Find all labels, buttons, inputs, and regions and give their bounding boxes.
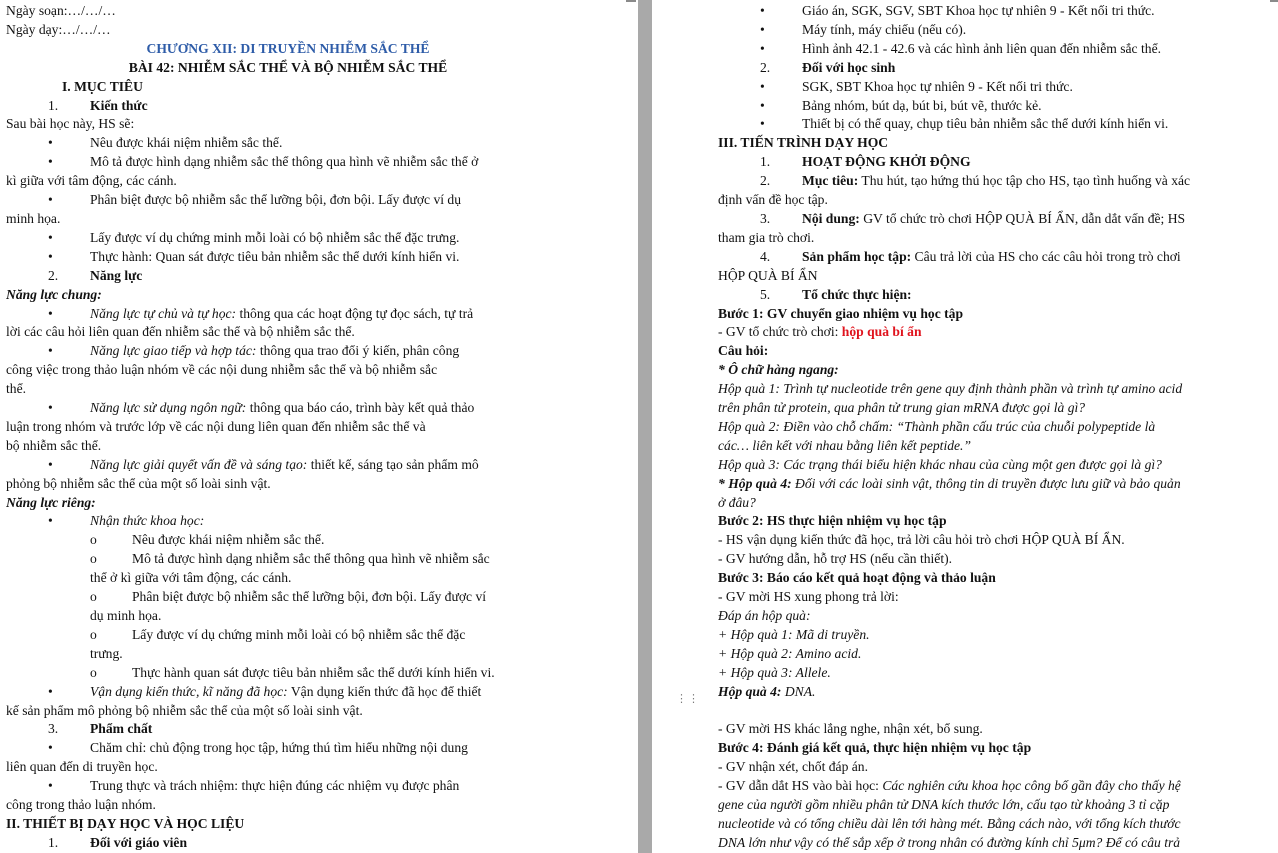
text-line xyxy=(6,720,570,739)
text-line xyxy=(718,494,1272,513)
line-text: Máy tính, máy chiếu (nếu có). xyxy=(802,21,967,37)
line-text: + Hộp quà 1: Mã di truyền. xyxy=(718,626,870,642)
text-line xyxy=(718,607,1272,626)
text-line xyxy=(718,626,1272,645)
text-line xyxy=(6,796,570,815)
text-line xyxy=(718,683,1272,702)
list-marker: 2. xyxy=(48,267,59,283)
page-corner-marker xyxy=(626,0,636,6)
list-marker: • xyxy=(760,21,765,37)
list-marker: • xyxy=(760,78,765,94)
text-line xyxy=(6,2,570,21)
line-text: kế sản phẩm mô phỏng bộ nhiễm sắc thể của một số loài sinh vật. xyxy=(6,702,363,718)
line-text: II. THIẾT BỊ DẠY HỌC VÀ HỌC LIỆU xyxy=(6,815,245,831)
line-text: Thực hành quan sát được tiêu bản nhiễm sắc thể dưới kính hiển vi. xyxy=(132,664,495,680)
line-text: Bước 2: HS thực hiện nhiệm vụ học tập xyxy=(718,513,947,529)
text-line xyxy=(6,739,570,758)
line-text: DNA lớn như vậy có thể sắp xếp ở trong nhân có đường kính chỉ 5μm? Để có câu trả xyxy=(718,834,1181,850)
line-text: minh họa. xyxy=(6,210,61,226)
line-text: thể. xyxy=(6,381,27,397)
list-marker: • xyxy=(48,305,53,321)
text-line xyxy=(6,380,570,399)
text-line xyxy=(718,796,1272,815)
text-line xyxy=(718,97,1272,116)
line-text: SGK, SBT Khoa học tự nhiên 9 - Kết nối tri thức. xyxy=(802,78,1073,94)
list-marker: 3. xyxy=(48,721,59,737)
text-line xyxy=(718,286,1272,305)
list-marker: 2. xyxy=(760,59,771,75)
line-text: bộ nhiễm sắc thể. xyxy=(6,437,102,453)
text-line xyxy=(718,153,1272,172)
text-line xyxy=(6,399,570,418)
line-text: Nhận thức khoa học: xyxy=(90,513,205,529)
text-line xyxy=(6,323,570,342)
line-text: Sau bài học này, HS sẽ: xyxy=(6,116,135,132)
text-line xyxy=(6,361,570,380)
text-line xyxy=(6,815,570,834)
text-line xyxy=(6,305,570,324)
line-text: kì giữa với tâm động, các cánh. xyxy=(6,173,177,189)
list-marker: o xyxy=(90,626,97,642)
text-line xyxy=(718,323,1272,342)
text-line xyxy=(6,645,570,664)
text-line xyxy=(718,437,1272,456)
text-line xyxy=(6,777,570,796)
text-line xyxy=(718,21,1272,40)
line-text: gene của người gồm nhiều phân tử DNA kích thước lớn, cấu tạo từ khoảng 3 tỉ cặp xyxy=(718,797,1170,813)
line-text: Nêu được khái niệm nhiễm sắc thể. xyxy=(90,135,283,151)
text-line xyxy=(6,475,570,494)
text-line xyxy=(6,758,570,777)
line-text: Lấy được ví dụ chứng minh mỗi loài có bộ nhiễm sắc thể đặc xyxy=(132,626,466,642)
text-line xyxy=(718,40,1272,59)
text-line xyxy=(6,172,570,191)
text-line xyxy=(718,342,1272,361)
line-text: Mô tả được hình dạng nhiễm sắc thể thông qua hình vẽ nhiễm sắc thể ở xyxy=(90,154,479,170)
line-text: + Hộp quà 3: Allele. xyxy=(718,664,831,680)
list-marker: • xyxy=(48,778,53,794)
line-text: phỏng bộ nhiễm sắc thể của một số loài sinh vật. xyxy=(6,475,271,491)
line-text: Hình ảnh 42.1 - 42.6 và các hình ảnh liên quan đến nhiễm sắc thể. xyxy=(802,40,1161,56)
list-marker: o xyxy=(90,551,97,567)
text-line xyxy=(718,418,1272,437)
text-line xyxy=(6,248,570,267)
text-line xyxy=(718,720,1272,739)
text-line xyxy=(6,550,570,569)
text-line xyxy=(718,531,1272,550)
line-text: - GV tổ chức trò chơi: hộp quà bí ẩn xyxy=(718,324,922,340)
line-text: Hộp quà 2: Điền vào chỗ chấm: “Thành phần cấu trúc của chuỗi polypeptide là xyxy=(718,418,1156,434)
text-line xyxy=(718,361,1272,380)
line-text: - GV hướng dẫn, hỗ trợ HS (nếu cần thiết). xyxy=(718,551,953,567)
document-page-left xyxy=(0,0,638,853)
list-marker: • xyxy=(48,192,53,208)
text-line xyxy=(718,475,1272,494)
line-text: HOẠT ĐỘNG KHỞI ĐỘNG xyxy=(802,154,971,170)
line-text: - GV mời HS xung phong trả lời: xyxy=(718,589,899,605)
line-text: * Hộp quà 4: Đối với các loài sinh vật, thông tin di truyền được lưu giữ và bảo quản xyxy=(718,475,1181,491)
list-marker: • xyxy=(760,116,765,132)
list-marker: 3. xyxy=(760,210,771,226)
list-marker: 5. xyxy=(760,286,771,302)
text-line xyxy=(718,664,1272,683)
line-text: Nội dung: GV tổ chức trò chơi HỘP QUÀ BÍ ẨN, dẫn dắt vấn đề; HS xyxy=(802,210,1186,226)
text-line xyxy=(718,267,1272,286)
line-text: Kiến thức xyxy=(90,97,148,113)
list-marker: • xyxy=(760,3,765,18)
text-line xyxy=(718,550,1272,569)
line-text: - GV mời HS khác lắng nghe, nhận xét, bổ sung. xyxy=(718,721,983,737)
line-text: Phân biệt được bộ nhiễm sắc thể lưỡng bội, đơn bội. Lấy được ví dụ xyxy=(90,192,462,208)
text-line xyxy=(718,815,1272,834)
list-marker: • xyxy=(48,400,53,416)
line-text: Tổ chức thực hiện: xyxy=(802,286,912,302)
text-line xyxy=(718,739,1272,758)
line-text: Giáo án, SGK, SGV, SBT Khoa học tự nhiên 9 - Kết nối tri thức. xyxy=(802,3,1155,18)
line-text: Phân biệt được bộ nhiễm sắc thể lưỡng bội, đơn bội. Lấy được ví xyxy=(132,589,487,605)
line-text: CHƯƠNG XII: DI TRUYỀN NHIỄM SẮC THỂ xyxy=(146,40,430,56)
line-text: ở đâu? xyxy=(718,494,756,510)
line-text: Hộp quà 4: DNA. xyxy=(718,683,816,699)
text-line xyxy=(6,134,570,153)
text-line xyxy=(6,531,570,550)
list-marker: • xyxy=(48,343,53,359)
line-text: Lấy được ví dụ chứng minh mỗi loài có bộ nhiễm sắc thể đặc trưng. xyxy=(90,229,460,245)
text-line xyxy=(718,2,1272,21)
line-text: dụ minh họa. xyxy=(90,608,162,623)
text-line xyxy=(718,248,1272,267)
list-marker: 4. xyxy=(760,248,771,264)
text-line xyxy=(718,210,1272,229)
list-marker: 1. xyxy=(48,97,59,113)
drag-handle-icon[interactable]: ⋮⋮ xyxy=(676,692,700,705)
text-line xyxy=(6,21,570,40)
line-text: định vấn đề học tập. xyxy=(718,192,828,208)
line-text: Năng lực riêng: xyxy=(6,494,96,510)
line-text: công việc trong thảo luận nhóm về các nội dung nhiễm sắc thể và bộ nhiễm sắc xyxy=(6,362,438,378)
list-marker: • xyxy=(48,248,53,264)
page-content-left xyxy=(6,2,570,853)
line-text: Đối với học sinh xyxy=(802,59,896,75)
line-text: Bước 4: Đánh giá kết quả, thực hiện nhiệm vụ học tập xyxy=(718,740,1032,756)
document-page-right xyxy=(652,0,1278,853)
line-text: Hộp quà 3: Các trạng thái biểu hiện khác nhau của cùng một gen được gọi là gì? xyxy=(718,456,1162,472)
text-line xyxy=(6,153,570,172)
line-text: Năng lực giải quyết vấn đề và sáng tạo: thiết kế, sáng tạo sản phẩm mô xyxy=(90,456,479,472)
line-text: - HS vận dụng kiến thức đã học, trả lời câu hỏi trò chơi HỘP QUÀ BÍ ẨN. xyxy=(718,532,1125,548)
line-text: Câu hỏi: xyxy=(718,343,769,359)
text-line xyxy=(718,134,1272,153)
text-line xyxy=(6,40,570,59)
line-text: BÀI 42: NHIỄM SẮC THỂ VÀ BỘ NHIỄM SẮC THỂ xyxy=(128,59,448,75)
text-line xyxy=(6,569,570,588)
text-line xyxy=(718,512,1272,531)
text-line xyxy=(6,78,570,97)
line-text: Bảng nhóm, bút dạ, bút bi, bút vẽ, thước kẻ. xyxy=(802,97,1042,113)
list-marker: o xyxy=(90,589,97,605)
line-text: Chăm chỉ: chủ động trong học tập, hứng thú tìm hiểu những nội dung xyxy=(90,740,468,756)
list-marker: 1. xyxy=(760,154,771,170)
line-text: Bước 1: GV chuyển giao nhiệm vụ học tập xyxy=(718,305,964,321)
text-line xyxy=(6,626,570,645)
text-line xyxy=(718,777,1272,796)
text-line xyxy=(6,267,570,286)
text-line xyxy=(718,229,1272,248)
line-text: Bước 3: Báo cáo kết quả hoạt động và thảo luận xyxy=(718,570,996,586)
list-marker: 2. xyxy=(760,173,771,189)
line-text: trưng. xyxy=(90,645,123,661)
line-text: lời các câu hỏi liên quan đến nhiễm sắc thể và bộ nhiễm sắc thể. xyxy=(6,324,355,340)
text-line xyxy=(6,512,570,531)
line-text: Phẩm chất xyxy=(90,721,153,737)
line-text: Mục tiêu: Thu hút, tạo hứng thú học tập cho HS, tạo tình huống và xác xyxy=(802,173,1191,189)
text-line xyxy=(718,59,1272,78)
text-line xyxy=(6,702,570,721)
text-line xyxy=(718,645,1272,664)
line-text: Vận dụng kiến thức, kĩ năng đã học: Vận dụng kiến thức đã học để thiết xyxy=(90,683,482,699)
line-text: Thực hành: Quan sát được tiêu bản nhiễm sắc thể dưới kính hiển vi. xyxy=(90,248,460,264)
text-line xyxy=(718,380,1272,399)
line-text: * Ô chữ hàng ngang: xyxy=(718,362,839,378)
line-text: + Hộp quà 2: Amino acid. xyxy=(718,645,862,661)
text-line xyxy=(6,834,570,853)
page-content-right xyxy=(718,2,1272,853)
list-marker: • xyxy=(760,40,765,56)
text-line xyxy=(6,115,570,134)
text-line xyxy=(6,437,570,456)
line-text: - GV dẫn dắt HS vào bài học: Các nghiên cứu khoa học công bố gần đây cho thấy hệ xyxy=(718,778,1181,794)
text-line xyxy=(718,588,1272,607)
line-text: Hộp quà 1: Trình tự nucleotide trên gene quy định thành phần và trình tự amino acid xyxy=(718,381,1183,397)
text-line xyxy=(6,342,570,361)
line-text: luận trong nhóm và trước lớp về các nội dung liên quan đến nhiễm sắc thể và xyxy=(6,418,426,434)
line-text: trên phân tử protein, qua phân tử trung gian mRNA được gọi là gì? xyxy=(718,400,1086,416)
line-text: Năng lực giao tiếp và hợp tác: thông qua trao đổi ý kiến, phân công xyxy=(90,343,460,359)
text-line xyxy=(718,115,1272,134)
text-line xyxy=(6,683,570,702)
text-line xyxy=(6,607,570,626)
text-line xyxy=(718,569,1272,588)
text-line xyxy=(6,494,570,513)
text-line xyxy=(6,210,570,229)
list-marker: o xyxy=(90,664,97,680)
text-line xyxy=(6,418,570,437)
line-text: Nêu được khái niệm nhiễm sắc thể. xyxy=(132,532,325,548)
line-text: thể ở kì giữa với tâm động, các cánh. xyxy=(90,570,292,586)
line-text: Đáp án hộp quà: xyxy=(718,608,811,623)
text-line xyxy=(718,191,1272,210)
page-corner-marker xyxy=(1270,0,1278,6)
list-marker: • xyxy=(48,456,53,472)
text-line xyxy=(718,834,1272,853)
line-text: nucleotide và có tổng chiều dài lên tới hàng mét. Bằng cách nào, với tổng kích thước xyxy=(718,815,1181,831)
text-line xyxy=(718,702,1272,721)
list-marker: • xyxy=(48,229,53,245)
line-text: - GV nhận xét, chốt đáp án. xyxy=(718,759,868,775)
text-line xyxy=(6,229,570,248)
text-line xyxy=(718,758,1272,777)
text-line xyxy=(6,97,570,116)
text-line xyxy=(6,664,570,683)
list-marker: • xyxy=(48,683,53,699)
text-line xyxy=(718,305,1272,324)
line-text: tham gia trò chơi. xyxy=(718,229,815,245)
line-text: liên quan đến di truyền học. xyxy=(6,759,158,775)
text-line xyxy=(718,172,1272,191)
line-text: Thiết bị có thể quay, chụp tiêu bản nhiễm sắc thể dưới kính hiển vi. xyxy=(802,116,1169,132)
line-text: các… liên kết với nhau bằng liên kết peptide.” xyxy=(718,437,972,453)
line-text: Năng lực xyxy=(90,267,143,283)
line-text: Trung thực và trách nhiệm: thực hiện đúng các nhiệm vụ được phân xyxy=(90,778,460,794)
list-marker: • xyxy=(48,135,53,151)
line-text: Năng lực sử dụng ngôn ngữ: thông qua báo cáo, trình bày kết quả thảo xyxy=(90,400,475,416)
text-line xyxy=(718,399,1272,418)
line-text: Mô tả được hình dạng nhiễm sắc thể thông qua hình vẽ nhiễm sắc xyxy=(132,551,490,567)
line-text: Đối với giáo viên xyxy=(90,834,188,850)
line-text: công trong thảo luận nhóm. xyxy=(6,797,156,813)
line-text: HỘP QUÀ BÍ ẨN xyxy=(718,267,818,283)
list-marker: • xyxy=(48,154,53,170)
line-text: Ngày soạn:…/…/… xyxy=(6,3,116,18)
list-marker: o xyxy=(90,532,97,548)
list-marker: • xyxy=(48,740,53,756)
line-text: Ngày dạy:…/…/… xyxy=(6,21,111,37)
line-text: Sản phẩm học tập: Câu trả lời của HS cho các câu hỏi trong trò chơi xyxy=(802,248,1181,264)
line-text: Năng lực chung: xyxy=(6,286,102,302)
list-marker: • xyxy=(48,513,53,529)
line-text: Năng lực tự chủ và tự học: thông qua các hoạt động tự đọc sách, tự trả xyxy=(90,305,474,321)
list-marker: 1. xyxy=(48,834,59,850)
text-line xyxy=(6,286,570,305)
text-line xyxy=(718,78,1272,97)
line-text: I. MỤC TIÊU xyxy=(62,78,143,94)
text-line xyxy=(718,456,1272,475)
text-line xyxy=(6,588,570,607)
text-line xyxy=(6,191,570,210)
line-text: III. TIẾN TRÌNH DẠY HỌC xyxy=(718,135,889,151)
text-line xyxy=(6,59,570,78)
list-marker: • xyxy=(760,97,765,113)
text-line xyxy=(6,456,570,475)
